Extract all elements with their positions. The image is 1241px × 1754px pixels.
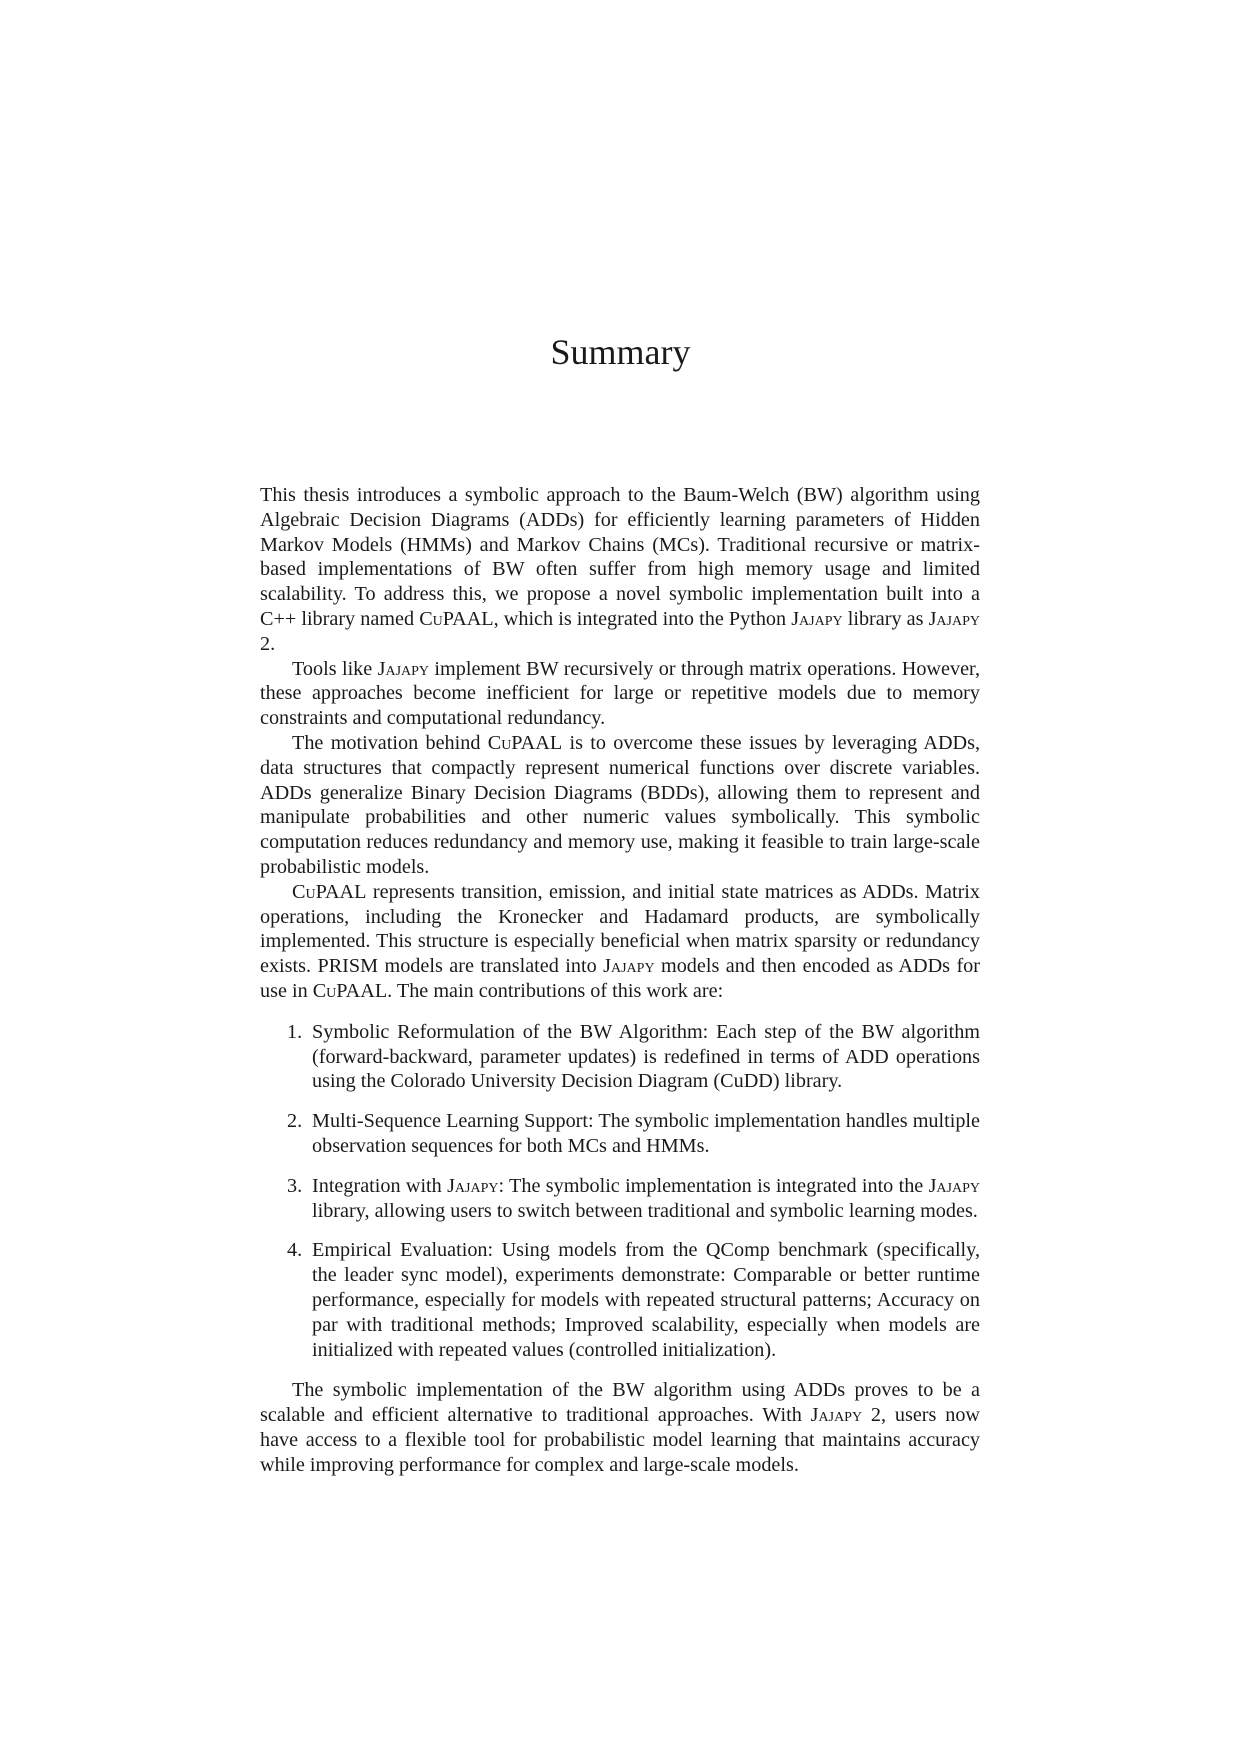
list-item-number: 2.: [287, 1110, 303, 1133]
page-title: Summary: [550, 332, 691, 372]
list-item-text: Symbolic Reformulation of the BW Algorithm: Each step of the BW algorithm (forward-backward, parameter updates) is redefined in terms of ADD operations using the Colorado University Decision Diagram (CuDD) library.: [312, 1020, 980, 1093]
list-item-text: Integration with Jajapy: The symbolic implementation is integrated into the Jajapy library, allowing users to switch between traditional and symbolic learning modes.: [312, 1174, 980, 1222]
jajapy2-name: Jajapy 2: [810, 1404, 882, 1427]
contributions-list: [260, 1020, 980, 1363]
jajapy-name: Jajapy: [603, 955, 655, 978]
jajapy2-name: Jajapy 2: [260, 607, 980, 655]
paragraph-conclusion: The symbolic implementation of the BW algorithm using ADDs proves to be a scalable and efficient alternative to traditional approaches. With Jajapy 2, users now have access to a flexible tool for probabilistic model learning that maintains accuracy while improving performance for complex and large-scale models.: [260, 1379, 980, 1476]
list-item-text: Multi-Sequence Learning Support: The symbolic implementation handles multiple observation sequences for both MCs and HMMs.: [312, 1110, 980, 1157]
paragraph-representation: CuPAAL represents transition, emission, and initial state matrices as ADDs. Matrix operations, including the Kronecker and Hadamard products, are symbolically implemented. This structure is especially beneficial when matrix sparsity or redundancy exists. PRISM models are translated into Jajapy models and then encoded as ADDs for use in CuPAAL. The main contributions of this work are:: [260, 880, 980, 1002]
jajapy-name: Jajapy: [928, 1174, 980, 1197]
paragraph-tools: Tools like Jajapy implement BW recursively or through matrix operations. However, these approaches become inefficient for large or repetitive models due to memory constraints and computational redundancy.: [260, 657, 980, 730]
list-item: [260, 1238, 980, 1362]
cupaal-name: CuPAAL: [292, 880, 367, 903]
summary-body: [260, 483, 980, 1477]
cupaal-name: CuPAAL: [312, 979, 388, 1002]
list-item: [260, 1109, 980, 1159]
cupaal-name: CuPAAL: [487, 731, 563, 754]
jajapy-name: Jajapy: [377, 657, 430, 680]
paragraph-intro: This thesis introduces a symbolic approach to the Baum-Welch (BW) algorithm using Algebraic Decision Diagrams (ADDs) for efficiently learning parameters of Hidden Markov Models (HMMs) and Markov Chains (MCs). Traditional recursive or matrix-based implementations of BW often suffer from high memory usage and limited scalability. To address this, we propose a novel symbolic implementation built into a C++ library named CuPAAL, which is integrated into the Python Jajapy library as Jajapy 2.: [260, 484, 980, 655]
list-item-number: 1.: [287, 1020, 303, 1043]
cupaal-name: CuPAAL: [419, 607, 494, 630]
list-item-number: 4.: [287, 1239, 303, 1262]
list-item: [260, 1020, 980, 1094]
paragraph-motivation: The motivation behind CuPAAL is to overcome these issues by leveraging ADDs, data structures that compactly represent numerical functions over discrete variables. ADDs generalize Binary Decision Diagrams (BDDs), allowing them to represent and manipulate probabilities and other numeric values symbolically. This symbolic computation reduces redundancy and memory use, making it feasible to train large-scale probabilistic models.: [260, 731, 980, 878]
jajapy-name: Jajapy: [791, 607, 843, 630]
list-item: [260, 1174, 980, 1224]
list-item-text: Empirical Evaluation: Using models from the QComp benchmark (specifically, the leader sync model), experiments demonstrate: Comparable or better runtime performance, especially for models with repeated structural patterns; Accuracy on par with traditional methods; Improved scalability, especially when models are initialized with repeated values (controlled initialization).: [312, 1239, 980, 1361]
jajapy-name: Jajapy: [447, 1174, 499, 1197]
list-item-number: 3.: [287, 1174, 303, 1197]
